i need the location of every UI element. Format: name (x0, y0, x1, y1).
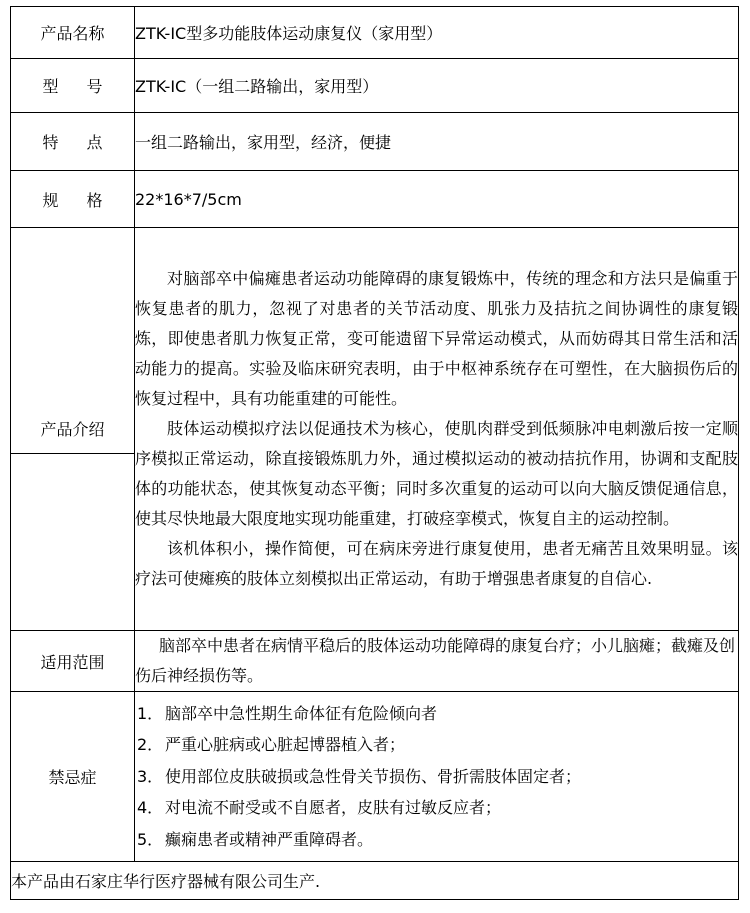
intro-paragraph: 对脑部卒中偏瘫患者运动功能障碍的康复锻炼中，传统的理念和方法只是偏重于恢复患者的肌力，忽视了对患者的关节活动度、肌张力及拮抗之间协调性的康复锻炼，即使患者肌力恢复正常，变可能遗留下异常运动模式，从而妨碍其日常生活和活动能力的提高。实验及临床研究表明，由于中枢神系统存在可塑性，在大脑损伤后的恢复过程中，具有功能重建的可能性。 (135, 269, 738, 408)
scope-label: 适用范围 (11, 631, 135, 692)
intro-paragraph: 该机体积小，操作简便，可在病床旁进行康复使用，患者无痛苦且效果明显。该疗法可使瘫痪的肢体立刻模拟出正常运动，有助于增强患者康复的自信心. (135, 539, 738, 588)
item-text: 癫痫患者或精神严重障碍者。 (165, 829, 374, 849)
model-label-cell (11, 59, 135, 113)
manufacturer-note: 本产品由石家庄华行医疗器械有限公司生产. (11, 862, 739, 900)
features-label: 特点 (42, 133, 131, 152)
features-value: 一组二路输出，家用型，经济，便捷 (135, 113, 739, 171)
contraindications-list (135, 698, 738, 856)
scope-body (135, 631, 739, 692)
row-size (11, 171, 739, 228)
intro-body (135, 228, 739, 631)
list-item (135, 761, 738, 793)
item-number: 1． (137, 703, 164, 723)
row-scope (11, 631, 739, 692)
product-spec-table (10, 6, 739, 900)
model-value: ZTK-IC（一组二路输出，家用型） (135, 59, 739, 113)
size-value: 22*16*7/5cm (135, 171, 739, 228)
row-intro (11, 228, 739, 631)
item-number: 2． (137, 735, 164, 755)
product-name-label: 产品名称 (11, 7, 135, 59)
product-name-value: ZTK-IC型多功能肢体运动康复仪（家用型） (135, 7, 739, 59)
item-text: 脑部卒中急性期生命体征有危险倾向者 (165, 703, 438, 723)
item-text: 严重心脏病或心脏起博器植入者； (165, 735, 406, 755)
item-number: 5． (137, 829, 164, 849)
row-model (11, 59, 739, 113)
model-label: 型号 (42, 77, 131, 96)
item-text: 使用部位皮肤破损或急性骨关节损伤、骨折需肢体固定者； (165, 766, 582, 786)
list-item (135, 792, 738, 824)
size-label-cell (11, 171, 135, 228)
features-label-cell (11, 113, 135, 171)
intro-paragraph: 肢体运动模拟疗法以促通技术为核心，使肌肉群受到低频脉冲电刺激后按一定顺序模拟正常运动，除直接锻炼肌力外，通过模拟运动的被动拮抗作用，协调和支配肢体的功能状态，使其恢复动态平衡；同时多次重复的运动可以向大脑反馈促通信息，使其尽快地最大限度地实现功能重建，打破痉挛模式，恢复自主的运动控制。 (135, 419, 738, 528)
list-item (135, 698, 738, 730)
list-item (135, 824, 738, 856)
item-number: 3． (137, 766, 164, 786)
contraindications-body (135, 692, 739, 862)
scope-text: 脑部卒中患者在病情平稳后的肢体运动功能障碍的康复台疗；小儿脑瘫；截瘫及创伤后神经损伤等。 (135, 636, 736, 685)
list-item (135, 729, 738, 761)
row-footer (11, 862, 739, 900)
intro-label: 产品介绍 (11, 405, 134, 454)
size-label: 规格 (42, 190, 131, 210)
row-contraindications (11, 692, 739, 862)
item-text: 对电流不耐受或不自愿者，皮肤有过敏反应者； (165, 798, 502, 818)
intro-label-cell (11, 228, 135, 631)
item-number: 4． (137, 798, 164, 818)
row-features (11, 113, 739, 171)
row-product-name (11, 7, 739, 59)
contraindications-label: 禁忌症 (11, 692, 135, 862)
